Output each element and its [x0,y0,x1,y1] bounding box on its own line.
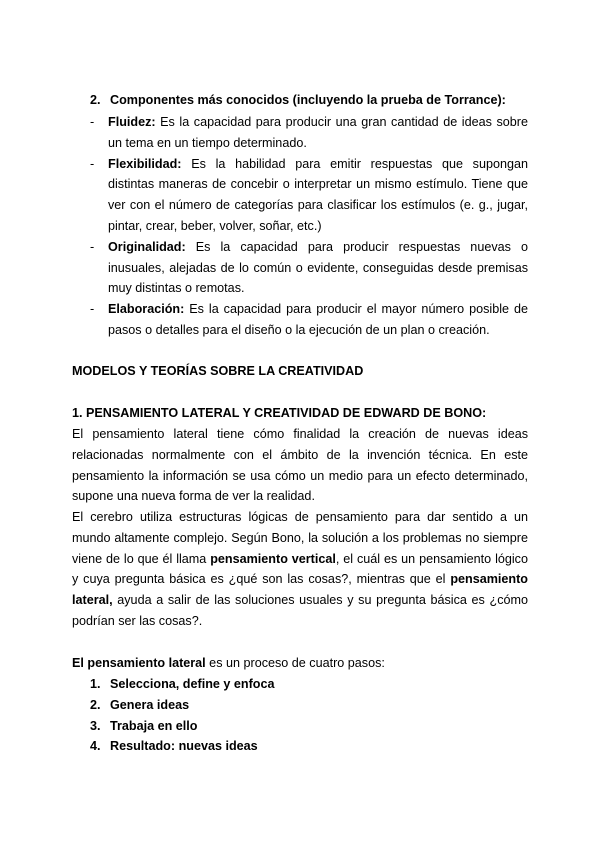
step-number: 3. [90,718,101,733]
steps-intro-rest: es un proceso de cuatro pasos: [205,656,385,670]
list-dash: - [90,239,95,254]
list-dash: - [90,156,95,171]
step-number: 4. [90,739,101,754]
list-item [72,716,528,737]
step-text: Genera ideas [110,697,190,712]
term-pensamiento-lateral: pensamiento lateral, [72,572,528,608]
steps-intro [72,653,528,674]
models-heading: MODELOS Y TEORÍAS SOBRE LA CREATIVIDAD [72,364,364,378]
list-item [72,674,528,695]
components-list [72,112,528,341]
term-pensamiento-vertical: pensamiento vertical [210,551,336,566]
item-text: Es la habilidad para emitir respuestas que supongan distintas maneras de concebir o interpretar un mismo estímulo. Tiene que ver con el número de categorías para clasificar los estímulos (e. g., jugar, pintar, crear, beber, volver, soñar, etc.) [108,156,528,233]
list-item [72,299,528,341]
item-text: Es la capacidad para producir respuestas nuevas o inusuales, alejadas de lo común o evidente, conseguidas desde premisas muy distintas o remotas. [108,239,528,296]
steps-list [72,674,528,757]
item-label: Fluidez: [108,115,156,129]
item-text: Es la capacidad para producir una gran cantidad de ideas sobre un tema en un tiempo determinado. [108,115,528,150]
paragraph-2-text-c: , el cuál es un pensamiento lógico y cuya pregunta básica es ¿qué son las cosas?, mientras que el [72,551,528,587]
step-number: 1. [90,677,101,691]
step-number: 2. [90,697,101,712]
paragraph-2 [72,507,528,632]
paragraph-2-text-e: ayuda a salir de las soluciones usuales y su pregunta básica es ¿cómo podrían ser las cosas?. [72,593,528,628]
list-item [72,695,528,716]
step-text: Selecciona, define y enfoca [110,677,275,691]
list-item [72,736,528,757]
steps-intro-bold: El pensamiento lateral [72,656,206,670]
list-item [72,237,528,299]
section-2-heading [72,90,528,111]
item-label: Elaboración: [108,302,185,317]
section-1-title: 1. PENSAMIENTO LATERAL Y CREATIVIDAD DE EDWARD DE BONO: [72,406,487,420]
section-2-title: Componentes más conocidos (incluyendo la prueba de Torrance): [110,93,506,107]
list-item [72,154,528,237]
list-dash: - [90,302,95,317]
item-text: Es la capacidad para producir el mayor número posible de pasos o detalles para el diseño o la ejecución de un plan o creación. [108,302,528,337]
step-text: Resultado: nuevas ideas [110,739,258,754]
item-label: Originalidad: [108,239,186,254]
list-item [72,112,528,154]
item-label: Flexibilidad: [108,156,182,171]
step-text: Trabaja en ello [110,718,198,733]
list-dash: - [90,115,95,129]
paragraph-1: El pensamiento lateral tiene cómo finalidad la creación de nuevas ideas relacionadas normalmente con el ámbito de la invención técnica. En este pensamiento la información se usa cómo un medio para un efecto determinado, supone una nueva forma de ver la realidad. [72,427,528,504]
paragraph-2-text-a: El cerebro utiliza estructuras lógicas de pensamiento para dar sentido a un mundo altamente complejo. Según Bono, la solución a los problemas no siempre viene de lo que él llama [72,510,528,566]
section-2-number: 2. [90,93,101,107]
